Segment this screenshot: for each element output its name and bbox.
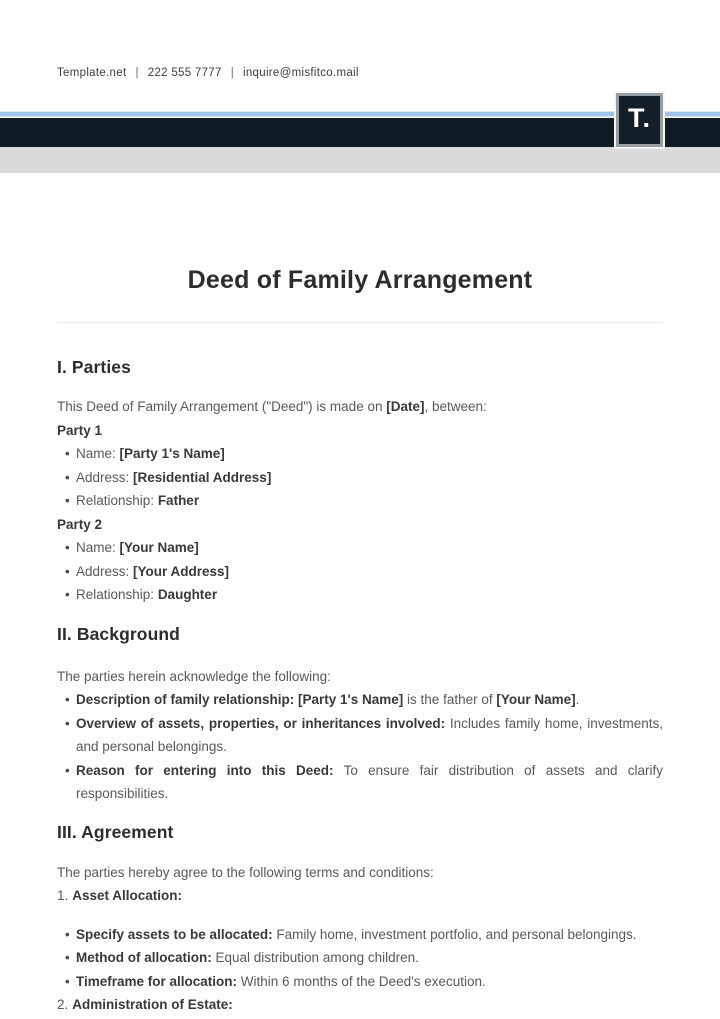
list-item: • Description of family relationship: [Party 1's Name] is the father of [Your Name]. [57, 688, 663, 712]
list-item: • Name: [Party 1's Name] [57, 442, 663, 466]
separator: | [135, 67, 139, 79]
agreement-intro: The parties hereby agree to the following terms and conditions: [57, 864, 434, 880]
list-item: • Reason for entering into this Deed: To ensure fair distribution of assets and clarify responsibilities. [57, 759, 663, 806]
background-intro: The parties herein acknowledge the following: [57, 668, 331, 684]
party1-label: Party 1 [57, 422, 103, 438]
list-item: • Address: [Your Address] [57, 560, 663, 584]
parties-intro: This Deed of Family Arrangement ("Deed") is made on [Date], between: [57, 399, 487, 414]
navy-header-bar [0, 118, 720, 147]
separator: | [230, 67, 234, 79]
title-divider [57, 322, 663, 323]
site-name: Template.net [57, 67, 127, 79]
section-heading-agreement: III. Agreement [57, 821, 174, 842]
list-item: • Name: [Your Name] [57, 536, 663, 560]
background-list [57, 688, 663, 806]
letterhead-contact [57, 67, 359, 79]
item-number: 2. [57, 997, 69, 1012]
item-title: Asset Allocation: [72, 888, 183, 903]
party2-label: Party 2 [57, 516, 103, 532]
section-heading-background: II. Background [57, 623, 180, 644]
party2-details-list [57, 536, 663, 607]
section-heading-parties: I. Parties [57, 357, 131, 377]
list-item: • Relationship: Daughter [57, 583, 663, 607]
list-item: • Address: [Residential Address] [57, 466, 663, 490]
agreement-item-1 [57, 884, 663, 908]
phone-number: 222 555 7777 [147, 67, 222, 79]
document-body [0, 173, 720, 1017]
email-address: inquire@misfitco.mail [243, 67, 359, 79]
list-item: • Timeframe for allocation: Within 6 months of the Deed's execution. [57, 970, 663, 994]
list-item: • Relationship: Father [57, 489, 663, 513]
page-title: Deed of Family Arrangement [187, 266, 533, 294]
agreement-item-2 [57, 993, 663, 1017]
blue-accent-stripe [0, 111, 720, 117]
list-item: • Overview of assets, properties, or inheritances involved: Includes family home, investments, and personal belongings. [57, 712, 663, 759]
party1-details-list [57, 442, 663, 513]
item-number: 1. [57, 888, 69, 903]
brand-logo [616, 93, 663, 147]
list-item: • Method of allocation: Equal distribution among children. [57, 946, 663, 970]
logo-t-icon: T. [627, 103, 651, 133]
list-item: • Specify assets to be allocated: Family home, investment portfolio, and personal belongings. [57, 923, 663, 947]
asset-allocation-list [57, 923, 663, 994]
gray-header-bar [0, 147, 720, 173]
item-title: Administration of Estate: [72, 997, 233, 1012]
